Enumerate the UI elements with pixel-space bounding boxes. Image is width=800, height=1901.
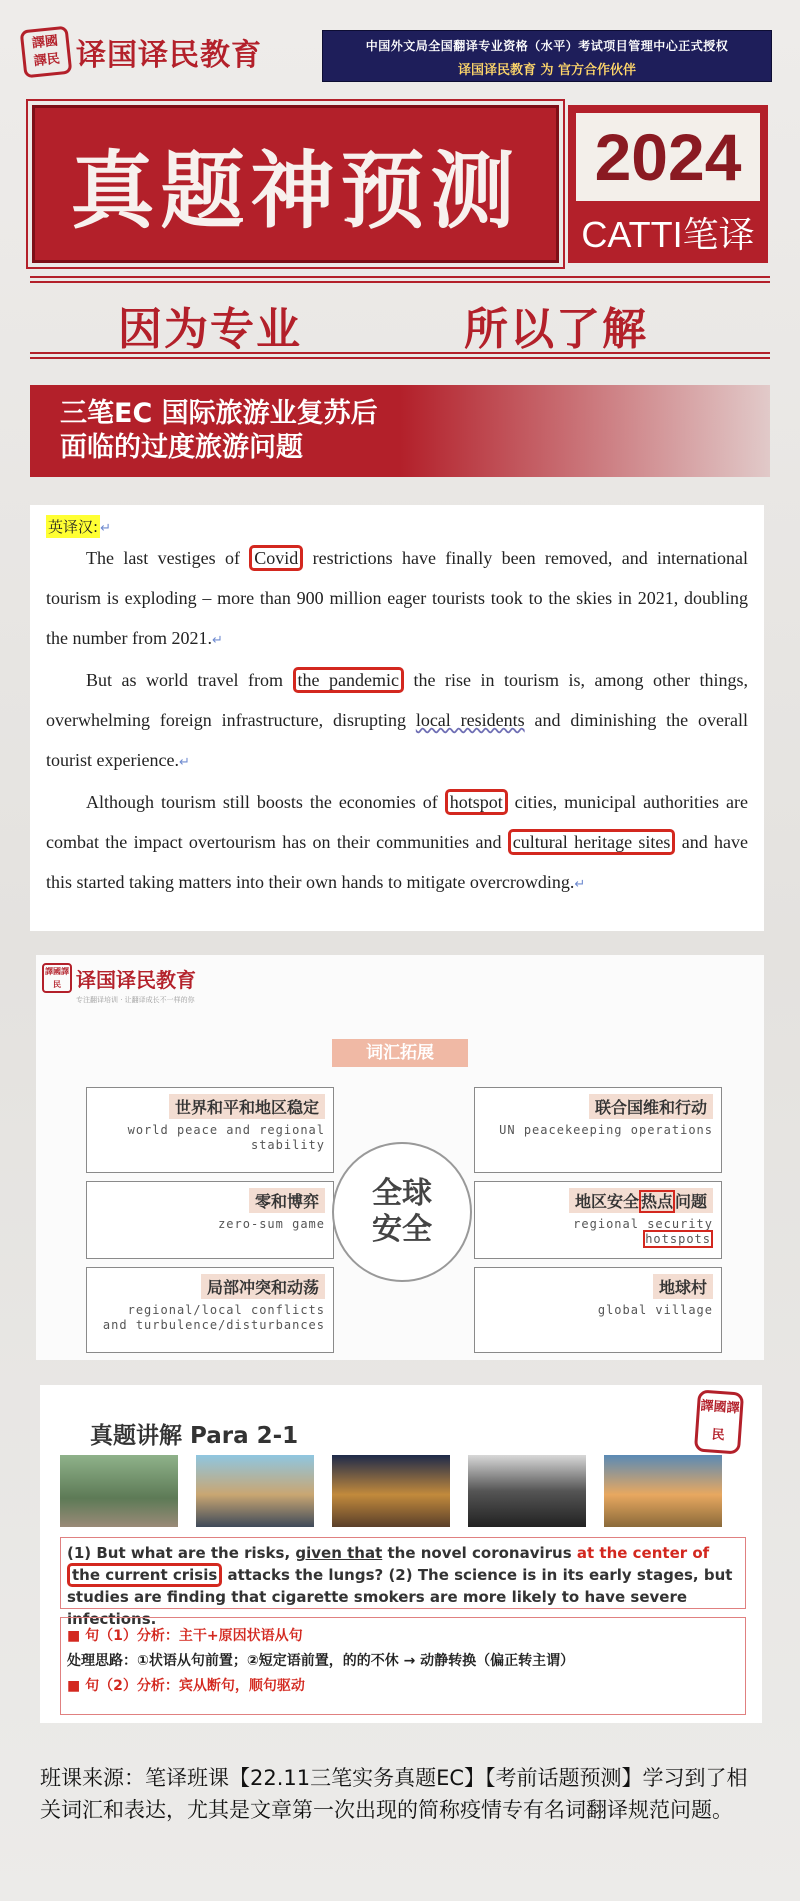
highlight-box: the pandemic (293, 667, 404, 693)
authorization-banner (322, 30, 772, 82)
topic-line: 三笔EC 国际旅游业复苏后 (60, 398, 378, 429)
vocab-item (474, 1087, 722, 1173)
footer-text: 班课来源：笔译班课【22.11三笔实务真题EC】【考前话题预测】学习到了相关词汇和表达，尤其是文章第一次出现的简称疫情专有名词翻译规范问题。 (40, 1766, 748, 1822)
highlight-box: Covid (249, 545, 303, 571)
vocab-item (86, 1267, 334, 1353)
vocab-en: zero-sum game (218, 1217, 325, 1231)
analysis-line: 处理思路：①状语从句前置；②短定语前置，的的不休 → 动静转换（偏正转主谓） (67, 1653, 575, 1669)
exam-title: 真题讲解 Para 2-1 (90, 1423, 299, 1449)
vocab-center-circle (332, 1142, 472, 1282)
vocab-zh: 世界和平和地区稳定 (169, 1094, 325, 1119)
vocab-center-label: 全球安全 (372, 1176, 432, 1247)
seal-logo: 譯 國 譯 民 (20, 26, 73, 79)
exam-analysis (60, 1617, 746, 1715)
analysis-line: ■ 句（1）分析：主干+原因状语从句 (67, 1628, 303, 1644)
vocab-zh: 地球村 (653, 1274, 713, 1299)
vocab-item (86, 1087, 334, 1173)
return-icon: ↵ (178, 754, 190, 769)
exam-card (40, 1385, 762, 1723)
sunset-photo (604, 1455, 722, 1527)
slogan-left: 因为专业 (118, 304, 302, 355)
vocab-item (474, 1267, 722, 1353)
divider (30, 352, 770, 359)
passage-card (30, 505, 764, 931)
vocab-brand-sub: 专注翻译培训 · 让翻译成长不一样的你 (76, 996, 195, 1004)
vocab-item (474, 1181, 722, 1259)
vocab-zh: 地区安全 热点 问题 (569, 1188, 713, 1213)
authorization-line2: 译国译民教育 为 官方合作伙伴 (457, 63, 637, 78)
authorization-line1: 中国外文局全国翻译专业资格（水平）考试项目管理中心正式授权 (365, 39, 729, 53)
year-label: 2024 (576, 113, 760, 201)
red-text: at the center of (576, 1544, 710, 1562)
vocab-zh: 局部冲突和动荡 (201, 1274, 325, 1299)
vocab-header: 词汇拓展 (332, 1039, 468, 1067)
exam-label: CATTI笔译 (581, 214, 755, 255)
title-banner (32, 105, 559, 263)
city-photo (196, 1455, 314, 1527)
vocab-brand-name: 译国译民教育 (76, 967, 196, 992)
paragraph: Although tourism still boosts the economies of hotspot cities, municipal authorities are combat the impact overtourism has on their communities and cultural heritage sites and have this started taking matters into their own hands to mitigate overcrowding.↵ (46, 782, 748, 904)
return-icon: ↵ (100, 520, 111, 535)
return-icon: ↵ (211, 632, 223, 647)
return-icon: ↵ (574, 876, 586, 891)
seal-logo: 譯 國 譯 民 (694, 1389, 744, 1454)
street-photo (60, 1455, 178, 1527)
brand-name: 译国译民教育 (76, 38, 262, 73)
vocab-zh: 零和博弈 (249, 1188, 325, 1213)
vocab-card (36, 955, 764, 1360)
underlined-text: given that (295, 1544, 383, 1562)
page-title: 真题神预测 (70, 141, 521, 240)
vocab-en: regional security hotspots (573, 1217, 713, 1246)
vocab-en: UN peacekeeping operations (499, 1123, 713, 1137)
divider (30, 276, 770, 283)
vocab-zh: 联合国维和行动 (589, 1094, 713, 1119)
brand-logo[interactable] (22, 28, 262, 76)
paragraph: The last vestiges of Covid restrictions have finally been removed, and international tourism is exploding – more than 900 million eager tourists took to the skies in 2021, doubling the number from 2021.↵ (46, 538, 748, 660)
highlight-box: 热点 (640, 1192, 673, 1211)
seal-logo: 譯 國 譯 民 (42, 963, 72, 993)
vocab-en: global village (597, 1303, 713, 1317)
exam-sentence: (1) But what are the risks, given that the novel coronavirus at the center of the current crisis attacks the lungs? (2) The science is in its early stages, but studies are finding that cigarette smokers are more likely to have severe infections. (60, 1537, 746, 1609)
topic-banner (30, 385, 770, 477)
highlight-box: the current crisis (67, 1563, 222, 1587)
highlight-box: hotspot (445, 789, 508, 815)
highlight-box: hotspots (645, 1232, 711, 1246)
highlight-box: cultural heritage sites (508, 829, 676, 855)
year-badge (568, 105, 768, 263)
wavy-underline: local residents (415, 710, 525, 730)
topic-line: 面临的过度旅游问题 (60, 432, 303, 463)
escalator-photo (468, 1455, 586, 1527)
vocab-en: world peace and regional stability (127, 1123, 325, 1152)
passage-tag: 英译汉: (46, 515, 100, 538)
building-photo (332, 1455, 450, 1527)
vocab-en: regional/local conflicts and turbulence/disturbances (102, 1303, 325, 1332)
paragraph: But as world travel from the pandemic the rise in tourism is, among other things, overwhelming foreign infrastructure, disrupting local residents and diminishing the overall tourist experience.↵ (46, 660, 748, 782)
slogan-right: 所以了解 (464, 304, 648, 355)
analysis-line: ■ 句（2）分析：宾从断句，顺句驱动 (67, 1678, 305, 1694)
vocab-item (86, 1181, 334, 1259)
vocab-brand (42, 963, 196, 993)
